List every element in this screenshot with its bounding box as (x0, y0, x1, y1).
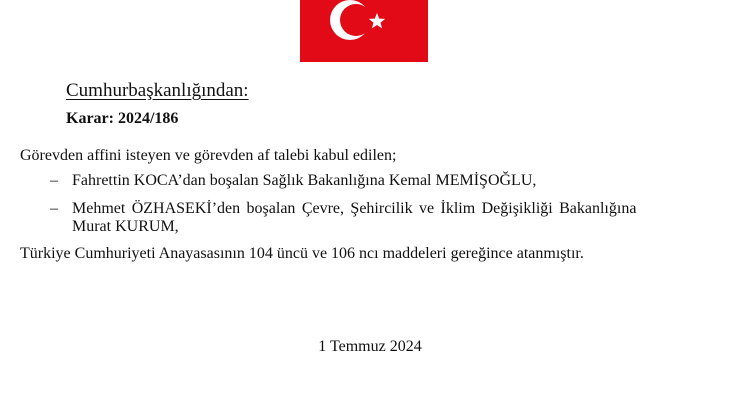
list-item-text: Fahrettin KOCA’dan boşalan Sağlık Bakanlığına Kemal MEMİŞOĞLU, (72, 172, 537, 189)
closing-paragraph: Türkiye Cumhuriyeti Anayasasının 104 üncü ve 106 ncı maddeleri gereğince atanmıştır. (20, 245, 584, 262)
dash-bullet: – (50, 172, 58, 189)
intro-paragraph: Görevden affini isteyen ve görevden af talebi kabul edilen; (20, 147, 397, 164)
crescent-and-star-icon (300, 0, 428, 62)
list-item-text-continuation: Murat KURUM, (72, 218, 179, 235)
document-heading: Cumhurbaşkanlığından: (66, 80, 249, 101)
dash-bullet: – (50, 200, 58, 217)
decision-number: Karar: 2024/186 (66, 110, 179, 127)
list-item-text: Mehmet ÖZHASEKİ’den boşalan Çevre, Şehircilik ve İklim Değişikliği Bakanlığına (72, 200, 637, 217)
turkish-flag-emblem (300, 0, 428, 62)
document-date: 1 Temmuz 2024 (318, 338, 422, 355)
